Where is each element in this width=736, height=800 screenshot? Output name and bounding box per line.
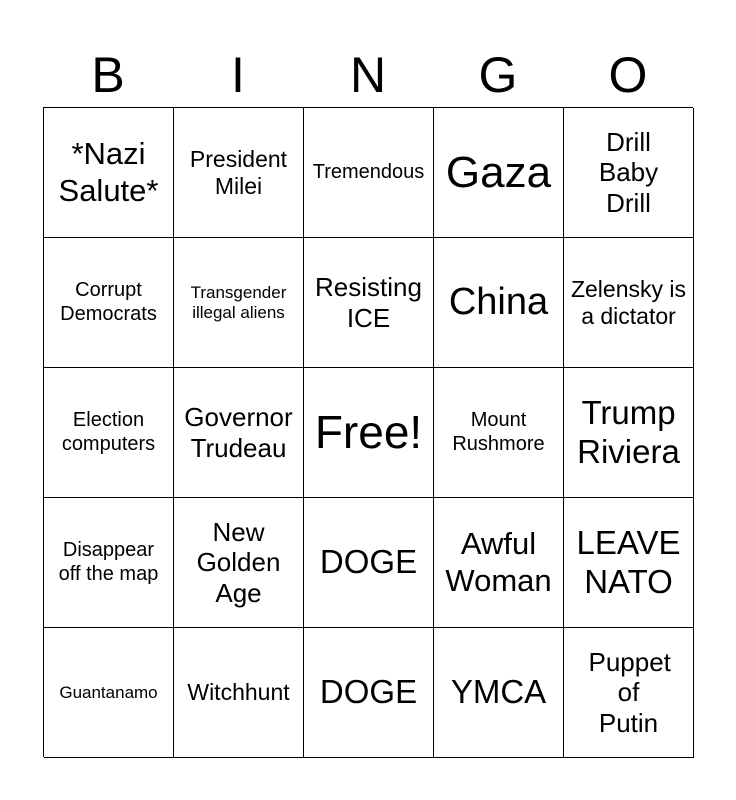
bingo-cell-text: LEAVE NATO bbox=[576, 523, 681, 600]
bingo-cell[interactable] bbox=[174, 628, 304, 758]
bingo-cell[interactable] bbox=[564, 108, 694, 238]
bingo-cell[interactable] bbox=[304, 108, 434, 238]
bingo-cell[interactable] bbox=[564, 368, 694, 498]
bingo-cell[interactable] bbox=[44, 238, 174, 368]
bingo-cell[interactable] bbox=[174, 108, 304, 238]
bingo-cell[interactable] bbox=[434, 628, 564, 758]
bingo-cell-text: DOGE bbox=[319, 543, 418, 581]
bingo-cell[interactable] bbox=[44, 498, 174, 628]
bingo-cell[interactable] bbox=[304, 498, 434, 628]
free-space-cell[interactable] bbox=[304, 368, 434, 498]
bingo-cell[interactable] bbox=[304, 238, 434, 368]
bingo-cell[interactable] bbox=[434, 238, 564, 368]
free-space-text: Free! bbox=[314, 405, 423, 458]
bingo-cell[interactable] bbox=[434, 108, 564, 238]
header-letter-b: B bbox=[91, 47, 125, 103]
bingo-cell[interactable] bbox=[304, 628, 434, 758]
bingo-cell-text: Tremendous bbox=[312, 160, 425, 183]
header-letter-n: N bbox=[349, 47, 387, 103]
bingo-cell[interactable] bbox=[44, 628, 174, 758]
bingo-cell-text: Trump Riviera bbox=[577, 393, 680, 470]
bingo-cell-text: Awful Woman bbox=[445, 526, 552, 598]
bingo-board bbox=[43, 107, 693, 757]
bingo-cell-text: Disappear off the map bbox=[58, 539, 159, 585]
bingo-cell-text: China bbox=[448, 281, 549, 324]
bingo-cell[interactable] bbox=[564, 498, 694, 628]
bingo-cell[interactable] bbox=[174, 498, 304, 628]
header-letter-i: I bbox=[231, 47, 245, 103]
bingo-cell-text: Puppet of Putin bbox=[588, 646, 671, 738]
bingo-cell-text: Zelensky is a dictator bbox=[570, 275, 687, 329]
bingo-cell[interactable] bbox=[564, 628, 694, 758]
bingo-cell-text: Transgender illegal aliens bbox=[190, 282, 287, 322]
header-letter-o: O bbox=[608, 47, 648, 103]
bingo-cell-text: DOGE bbox=[319, 673, 418, 711]
bingo-cell-text: Gaza bbox=[445, 147, 552, 197]
bingo-cell[interactable] bbox=[44, 108, 174, 238]
bingo-cell[interactable] bbox=[434, 368, 564, 498]
bingo-cell[interactable] bbox=[44, 368, 174, 498]
bingo-cell-text: President Milei bbox=[189, 145, 288, 199]
header-letter-g: G bbox=[478, 47, 518, 103]
bingo-cell-text: Drill Baby Drill bbox=[598, 126, 659, 218]
bingo-cell[interactable] bbox=[174, 368, 304, 498]
bingo-cell-text: YMCA bbox=[450, 673, 547, 711]
bingo-cell[interactable] bbox=[174, 238, 304, 368]
bingo-cell-text: Governor Trudeau bbox=[184, 402, 293, 463]
bingo-cell-text: Election computers bbox=[61, 409, 156, 455]
bingo-cell-text: Witchhunt bbox=[187, 679, 290, 706]
bingo-cell[interactable] bbox=[564, 238, 694, 368]
bingo-cell-text: New Golden Age bbox=[196, 516, 281, 608]
bingo-cell[interactable] bbox=[434, 498, 564, 628]
bingo-cell-text: *Nazi Salute* bbox=[58, 136, 159, 208]
bingo-cell-text: Resisting ICE bbox=[315, 272, 422, 333]
bingo-cell-text: Guantanamo bbox=[59, 682, 158, 702]
bingo-header bbox=[43, 42, 693, 108]
bingo-cell-text: Mount Rushmore bbox=[452, 409, 545, 455]
bingo-cell-text: Corrupt Democrats bbox=[60, 279, 157, 325]
